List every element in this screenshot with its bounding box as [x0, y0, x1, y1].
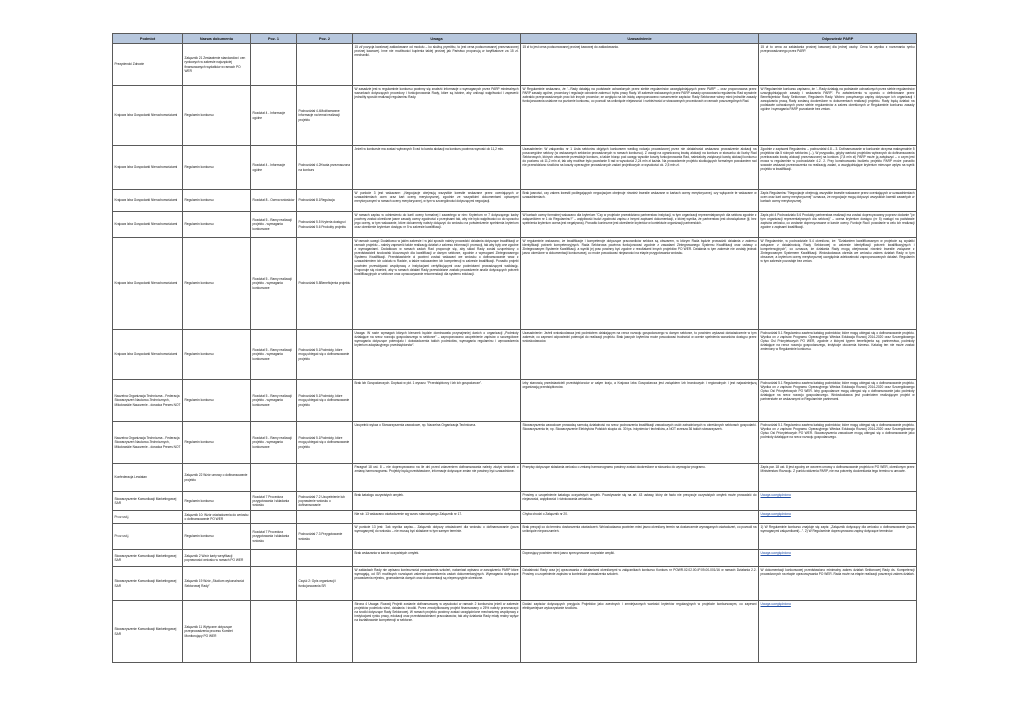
cell-poz-2-text: Podrozdział 5.1Podmioty, które mogą ubiegać się o dofinansowanie projektu	[298, 348, 350, 361]
cell-podmiot	[113, 146, 183, 190]
cell-poz-2	[297, 380, 353, 422]
cell-poz-1	[251, 330, 297, 380]
cell-poz-2-text: Podrozdział 4.4Możliwewane informacje na temat realizacji projektu	[298, 109, 340, 122]
response-link[interactable]: Uwaga uwzględniona	[760, 602, 791, 606]
cell-nazwa-dokumentu-text: Regulamin konkursu	[184, 498, 214, 503]
cell-uzasadnienie-text: Chyba chodzi o Załącznik nr 20.	[522, 512, 568, 516]
cell-uwaga	[353, 146, 521, 190]
cell-odpowiedz-parp-text: 1) W Regulaminie konkursu znajduje się zapis: „Załącznik dotyczący dla wniosku o dofinansowanie (poza wymaganymi załącznikami)...". 2) W Regulaminie doprecyzowano zapisy dotyczące terminów.	[760, 525, 915, 534]
cell-nazwa-dokumentu-text: Regulamin konkursu	[184, 534, 214, 539]
cell-uwaga	[353, 44, 521, 86]
table-row	[113, 550, 917, 567]
cell-odpowiedz-parp-text: Zapis Regulaminu "Negocjacje obejmują wszystkie kwestie wskazane przez oceniających w uzasadnieniach ocen oraz kart oceny merytorycznej" oznacza, że negocjacje mogą dotyczyć wszystkich kwestii zawartych w kartach oceny merytorycznej.	[760, 191, 915, 204]
cell-poz-2	[297, 511, 353, 524]
cell-podmiot	[113, 492, 183, 511]
cell-podmiot-text: Krajowa Izba Gospodarki Nieruchomościami	[114, 222, 178, 227]
cell-poz-2-text: Podrozdział 5.1Podmioty, które mogą ubiegać się o dofinansowanie projektu	[298, 394, 350, 407]
cell-odpowiedz-parp	[759, 524, 917, 550]
cell-poz-2	[297, 464, 353, 492]
cell-nazwa-dokumentu-text: Regulamin konkursu	[184, 352, 214, 357]
cell-podmiot	[113, 44, 183, 86]
cell-uwaga	[353, 567, 521, 601]
cell-uzasadnienie	[521, 212, 759, 238]
cell-poz-1-text: Rozdział 7 Procedura przygotowania i składania wniosku	[252, 530, 290, 543]
cell-podmiot	[113, 190, 183, 212]
cell-uwaga-text: 15 zł/ pozycja kwalowej zakładowane od modułu – ko służbą prymitbu, to jest cena podsumowanej przeznaczonej prośnej kawowej. Inne nie możliwości kupienia takiej prośnej jak Państwo proponują w taryfikatorze za 15 zł. mechaniki.	[354, 45, 519, 58]
cell-odpowiedz-parp	[759, 190, 917, 212]
cell-uwaga-text: W punkcie 3 jest wskazane: „Negocjacje obejmują wszystkie kwestie wskazane przez oceniających w uzasadnieniach ocen oraz kart oceny merytorycznej, zgodnie ze wszystkimi dokumentami opisanymi merytorycznymi w ramach oceny merytorycznej, w tym w szczególności dotyczącymi negocjacji.	[354, 191, 519, 204]
cell-poz-2	[297, 567, 353, 601]
cell-poz-1-text: Rozdział 5 - Ramy realizacji projektu - wymagania konkursowe	[252, 348, 292, 361]
cell-nazwa-dokumentu	[183, 190, 251, 212]
cell-uzasadnienie	[521, 190, 759, 212]
cell-odpowiedz-parp	[759, 44, 917, 86]
cell-uwaga	[353, 524, 521, 550]
cell-nazwa-dokumentu-text: Regulamin konkursu	[184, 222, 214, 227]
cell-uwaga-text: Uwaga: W razie wymagań których kierunek będzie dominowała przynajmniej dwóch o organizacji „Podmioty działające na rzecz rozwoju gospodarczego w sektorze” – zaproponowano uzupełnienie zapisów o szczegółowe wymagania dotyczące potencjału i doświadczenia takich podmiotów, wymagania regulaminu i wprowadzenia kryterium adaptacyjnego przedsiębiorstw".	[354, 331, 519, 348]
cell-poz-2-text: Część 2: Opis organizacji i funkcjonowania SR	[298, 579, 337, 588]
cell-poz-1	[251, 238, 297, 330]
cell-podmiot-text: Naczelna Organizacja Techniczna - Federacja Stowarzyszeń Naukowo-Technicznych, Mikołowskie Nauczenie - doradca Prezes NOT	[114, 436, 181, 449]
cell-odpowiedz-parp	[759, 511, 917, 524]
cell-odpowiedz-parp-text: Zapis pkt 4 Podrozdziału 5.6 Produkty partnerstwa realizacji ma zostać doprecyzowany poprzez dodanie "(w tym organizacji reprezentatywnych dla sektora)" – ocena kryterium dostępu (nr 5) nastąpi na podstawie zapisów wniosku, co zostanie doprecyzowane w karcie oceny. Funkcje Rad i powołanie w celu ich realizacji zgodne z zapisami kwalifikacji.	[760, 213, 915, 230]
cell-poz-1	[251, 464, 297, 492]
cell-uzasadnienie-text: Uzasadnienie: W załączniku nr 1 Lista sektorów objętych konkursem według rodzaju prowadzonej przez nie działalności wskazano prowadzenie alokacji na poszczególne sektory (w wskazanych sektorów prowadzonych w ramach konkursu). Z uwagi na ograniczoną kwotę alokacji na konkurs w stosunku do liczby Rad Sektorowych, których utworzenie przewiduje konkurs, a także biorąc pod uwagę wysokie koszty funkcjonowania Rad, należałoby zwiększyć kwotę alokacji konkursu do poziomu ok 11,2 mln zł, tak aby możliwe było powołanie 5 rad w wysokości 2,24 mln zł każda. Na prowadzenie projektu skutkujących formalnym powołaniem rad nie przewidziano środków na koszty operacyjne prowadzonych zadań projektowych w wysokości ok. 2,5 mln zł.	[522, 147, 757, 168]
table-row	[113, 422, 917, 464]
cell-nazwa-dokumentu-text: Załącznik 22 Wzór umowy o dofinansowanie projektu	[184, 473, 248, 482]
cell-uzasadnienie	[521, 238, 759, 330]
table-row	[113, 511, 917, 524]
cell-poz-1	[251, 492, 297, 511]
cell-uzasadnienie	[521, 464, 759, 492]
cell-nazwa-dokumentu	[183, 511, 251, 524]
cell-podmiot-text: Naczelna Organizacja Techniczna - Federacja Stowarzyszeń Naukowo-Technicznych, Mikołowskie Nauczenie - doradca Prezes NOT	[114, 394, 181, 407]
cell-poz-1-text: Rozdział 8 - Ocena wniosków	[252, 198, 295, 203]
cell-podmiot-text: Pr.cz ust.j.	[114, 514, 130, 519]
cell-uzasadnienie-text: W regulaminie wskazano, że kwalifikacje i kompetencje dotyczące pracowników sektora są obszarem, w którym Rada będzie prowadzić działania z zakresu identyfikacji potrzeb kompetencyjnych. Rada Sektorowa powinna funkcjonować zgodnie z zasadami Zintegrowanego Systemu Kwalifikacji oraz ustawy o Zintegrowanym Systemie Kwalifikacji, a wyniki jej prac powinny być zgodne z rezultatami innych projektów PO WER. Działania w tym zakresie nie zostały jednak jasno określone w dokumentacji konkursowej, co może powodować niejasności na etapie przygotowania wniosku.	[522, 239, 757, 256]
cell-poz-2	[297, 601, 353, 663]
cell-poz-2	[297, 238, 353, 330]
cell-poz-1	[251, 567, 297, 601]
cell-uwaga	[353, 422, 521, 464]
cell-poz-1	[251, 380, 297, 422]
cell-nazwa-dokumentu-text: Załącznik 11 Wytyczne dotyczące przeprowadzenia procesu Komitet Monitorujący PO WER	[184, 625, 233, 638]
cell-uzasadnienie-text: Doprosjący powinien mieć jasno sprecyzowane oczywiste omyłki.	[522, 551, 615, 555]
cell-poz-1	[251, 601, 297, 663]
cell-poz-2	[297, 550, 353, 567]
cell-poz-2-text: Podrozdział 4.2Kwota przeznaczona na konkurs	[298, 163, 351, 172]
cell-poz-2-text: Podrozdział 8.1Regulacja	[298, 198, 335, 203]
cell-uzasadnienie-text: Prosimy o uzupełnienie katalogu oczywistych omyłek. Powoływanie się na art. 43 ustawy, który de facto nie precyzuje oczywistych omyłek może prowadzić do niejasności, wątpliwości i różnicowania wniosków.	[522, 493, 757, 502]
cell-poz-1	[251, 44, 297, 86]
cell-uwaga	[353, 238, 521, 330]
cell-poz-2	[297, 492, 353, 511]
cell-poz-2-text: Podrozdział 5.8Beneficjenta projektu	[298, 281, 351, 286]
cell-uzasadnienie	[521, 380, 759, 422]
cell-podmiot	[113, 550, 183, 567]
header-poz-2: Poz. 2	[297, 34, 353, 44]
cell-podmiot	[113, 567, 183, 601]
cell-odpowiedz-parp-text: W dokumentacji konkursowej przedstawiono minimalny zakres działań Sektorowej Rady ds. Kompetencji prowadzonych na etapie opracowywania PO WER. Rada może na etapie realizacji poszerzyć zakres działań.	[760, 568, 915, 577]
cell-poz-1	[251, 212, 297, 238]
cell-podmiot-text: Krajowa Izba Gospodarki Nieruchomościami	[114, 165, 178, 170]
header-uzasadnienie: Uzasadnienie	[521, 34, 759, 44]
header-nazwa-dokumentu: Nazwa dokumentu	[183, 34, 251, 44]
table-row	[113, 86, 917, 146]
cell-uzasadnienie-text: Brak jasności, czy zakres kwestii podlegających negocjacjom obejmuje również kwestie wskazane w kartach oceny merytorycznej, czy wyłącznie te wskazane w uzasadnieniach.	[522, 191, 757, 200]
header-odpowiedz-parp: Odpowiedź PARP	[759, 34, 917, 44]
header-row	[113, 34, 917, 44]
cell-odpowiedz-parp-text: W Regulaminie, w podrozdziale 5.4 określono, że: "Działaniem kwalifikowanym w projekcie są wydatki związane z działalnością Rady Sektorowej w zakresie identyfikacji potrzeb kwalifikacyjnych i kompetencyjnych", co oznacza, że działania Rady mogą obejmować również kwestie związane z Zintegrowanym Systemem Kwalifikacji. Wnioskodawca określa we wniosku zakres działań Rady w tym obszarze, a kryterium oceny merytorycznej uwzględnia adekwatność zaproponowanych działań. Regulamin w tym zakresie pozostaje bez zmian.	[760, 239, 915, 264]
cell-uzasadnienie	[521, 146, 759, 190]
response-link[interactable]: Uwaga uwzględniona	[760, 512, 791, 516]
cell-uzasadnienie	[521, 550, 759, 567]
table-row	[113, 567, 917, 601]
cell-nazwa-dokumentu-text: Regulamin konkursu	[184, 113, 214, 118]
cell-odpowiedz-parp	[759, 380, 917, 422]
cell-poz-1	[251, 422, 297, 464]
cell-nazwa-dokumentu	[183, 422, 251, 464]
cell-uwaga	[353, 464, 521, 492]
cell-poz-2-text: Podrozdział 7.3 Przygotowanie wniosku	[298, 532, 343, 541]
table-row	[113, 601, 917, 663]
cell-poz-2	[297, 422, 353, 464]
cell-uwaga-text: Nie str. 13 wskazano oświadczenie wg wzoru stanowiącego Załącznik nr 17.	[354, 512, 463, 516]
cell-podmiot	[113, 238, 183, 330]
cell-nazwa-dokumentu-text: Regulamin konkursu	[184, 198, 214, 203]
header-uwaga: Uwaga	[353, 34, 521, 44]
cell-poz-1	[251, 86, 297, 146]
cell-podmiot	[113, 601, 183, 663]
cell-uwaga	[353, 601, 521, 663]
cell-podmiot	[113, 330, 183, 380]
cell-uzasadnienie	[521, 601, 759, 663]
cell-poz-1-text: Rozdział 4 - Informacje ogólne	[252, 163, 286, 172]
cell-poz-1-text: Rozdział 7 Procedura przygotowania i składania wniosku	[252, 494, 290, 508]
cell-uwaga-text: W ramach uwagi: Dodatkowo w jakim zakresie i w jaki sposób należy prowadzić działania dotyczące kwalifikacji w ramach projektu – należy zapewnić także realizację działań z zakresu informacji i promocji, tak aby były one zgodne z wymaganiami. Dodatkowo w ramach zadań Rad proponuje się, aby skład Rady został uzupełniony o przedstawicieli środowisk kluczowych dla kwalifikacji w danym sektorze, zgodnie z wymogami Zintegrowanego Systemu Kwalifikacji. Przedstawiciele ci powinni zostać wskazani we wniosku o dofinansowanie wraz z uzasadnieniem ich udziału w Radzie, a także wskazaniem ich kompetencji w zakresie kwalifikacji. Ponadto projekt powinien przewidywać współpracę z instytucjami certyfikującymi oraz podmiotami prowadzącymi walidację. Proponuje się również, aby w ramach działań Rady przewidziane zostało prowadzenie analiz dotyczących potrzeb kwalifikacyjnych w sektorze oraz opracowywanie rekomendacji dla systemu edukacji.	[354, 239, 519, 276]
table-row	[113, 380, 917, 422]
cell-uzasadnienie	[521, 86, 759, 146]
cell-nazwa-dokumentu	[183, 86, 251, 146]
cell-podmiot	[113, 212, 183, 238]
cell-poz-1	[251, 524, 297, 550]
cell-uwaga-text: W punkcie 13 jest: 'Jak wynika zapisu... Załącznik dotyczy oświadczeń dla wniosku o dofinansowanie (poza wymaganymi) do wniosku – nie muszą być składane w tym samym terminie.	[354, 525, 519, 534]
cell-odpowiedz-parp	[759, 464, 917, 492]
cell-nazwa-dokumentu	[183, 567, 251, 601]
cell-uwaga-text: W ramach zapisu w odniesieniu do kart/ oceny formalnej i zawartego w nim: Kryterium nr 7 dotyczącego kadry powinny zostać określone jasne zasady oceny zgodności z przepisami tak, aby nie było wątpliwości co do sposobu jego oceny, w tym wskazanie, które dokumenty należy dołączyć do wniosku na potwierdzenie spełnienia kryterium oraz określenie kryterium dostępu nr 5 w zakresie kwalifikacji.	[354, 213, 519, 230]
cell-uwaga	[353, 190, 521, 212]
cell-podmiot-text: Stowarzyszenie Komunikacji Marketingowej SAR	[114, 553, 177, 562]
cell-nazwa-dokumentu-text: Regulamin konkursu	[184, 398, 214, 403]
cell-uwaga-text: Jeżeli w konkursie ma zostać wybranych 5 rad to kwota alokacji na konkurs powinna wynosić ok 11,2 mln.	[354, 147, 504, 151]
cell-podmiot-text: Krajowa Izba Gospodarki Nieruchomościami	[114, 281, 178, 286]
cell-poz-1-text: Rozdział 5 - Ramy realizacji projektu - wymagania konkursowe	[252, 394, 292, 407]
cell-uwaga-text: W zasadzie jest w regulaminie konkursu powinny się znaleźć informacje o wymaganych przez PARP minimalnych warunkach dotyczących procedury i funkcjonowania Rady, które są istotne, aby uniknąć wątpliwości i zapewnić jednolity sposób realizacji regulaminu Rady.	[354, 87, 519, 100]
cell-uzasadnienie	[521, 492, 759, 511]
cell-odpowiedz-parp	[759, 238, 917, 330]
cell-uwaga-text: Uzupełnić wykaz o Stowarzyszenia zawodowe, np. Naczelna Organizacja Techniczna.	[354, 423, 476, 427]
cell-poz-2	[297, 146, 353, 190]
table-row	[113, 492, 917, 511]
table-row	[113, 146, 917, 190]
cell-nazwa-dokumentu-text: Regulamin konkursu	[184, 165, 214, 170]
cell-podmiot	[113, 380, 183, 422]
cell-podmiot-text: Krajowa Izba Gospodarki Nieruchomościami	[114, 113, 178, 118]
comments-sheet	[112, 33, 916, 663]
cell-uwaga	[353, 330, 521, 380]
cell-odpowiedz-parp-text: Podrozdział 5.1 Regulaminu zawiera katalog podmiotów, które mogą ubiegać się o dofinansowanie projektu. Wynika on z zapisów Programu Operacyjnego Wiedza Edukacja Rozwój 2014-2020 oraz Szczegółowego Opisu Osi Priorytetowych PO WER. Stowarzyszenia zawodowe mogą ubiegać się o dofinansowanie jako podmioty działające na rzecz rozwoju gospodarczego.	[760, 423, 915, 440]
cell-nazwa-dokumentu	[183, 44, 251, 86]
cell-podmiot-text: Krajowa Izba Gospodarki Nieruchomościami	[114, 352, 178, 357]
cell-nazwa-dokumentu-text: Załącznik 10: Wzór oświadczenia do wniosku o dofinansowanie PO WER	[184, 512, 249, 521]
cell-odpowiedz-parp-text: 15 zł to cena za zakładania prośnej kawowej dla jednej osoby. Cena ta wynika z rozeznania rynku przeprowadzonego przez PARP.	[760, 45, 915, 54]
cell-poz-1	[251, 550, 297, 567]
cell-poz-2	[297, 190, 353, 212]
cell-podmiot	[113, 524, 183, 550]
table-row	[113, 212, 917, 238]
cell-podmiot	[113, 511, 183, 524]
header-poz-1: Poz. 1	[251, 34, 297, 44]
cell-nazwa-dokumentu-text: Załącznik 19 Wzór „Studium wykonalności Sektorowej Rady"	[184, 579, 245, 588]
cell-uwaga	[353, 550, 521, 567]
cell-poz-1	[251, 146, 297, 190]
table-row	[113, 464, 917, 492]
cell-odpowiedz-parp-text: Podrozdział 5.1 Regulaminu zawiera katalog podmiotów, które mogą ubiegać się o dofinansowanie projektu. Wynika on z zapisów Programu Operacyjnego Wiedza Edukacja Rozwój 2014-2020 oraz Szczegółowego Opisu Osi Priorytetowych PO WER, zgodnie z którymi typem beneficjenta są: partnerstwa, podmioty działające na rzecz rozwoju gospodarczego, instytucje otoczenia biznesu. Katalog ten nie może zostać zmieniony w Regulaminie konkursu.	[760, 331, 915, 352]
cell-odpowiedz-parp	[759, 567, 917, 601]
cell-odpowiedz-parp-text: W Regulaminie konkursu zapisano, że '...Rady działają na podstawie uchwalonych przez siebie regulaminów uzwzględniających zasady i wskazania PARP'. Po zatwierdzeniu w oparciu o definiowane przez Beneficjentów Rady Sektorowe, Regulamin Rady. Wobec powyższego zapisy dotyczące ich organizacji i zarządzania pracą Rady zostaną dookreślone w dokumentach realizacji projektu. Rady będą działać na podstawie uchwalonych przez siebie regulaminów a zakres określonych w Regulaminie konkursu zasady ogólne i wymagania PARP pozostanie bez zmian.	[760, 87, 915, 112]
cell-nazwa-dokumentu-text: Regulamin konkursu	[184, 440, 214, 445]
cell-odpowiedz-parp	[759, 330, 917, 380]
cell-poz-2-text: Podrozdział 5.5 Kryteria dostępu i Podrozdział 5.6 Produkty projektu	[298, 220, 347, 229]
cell-uzasadnienie-text: W Regulaminie wskazano, że '...Rady działają na podstawie uchwalonych przez siebie regulaminów uzwzględniających przez PARP' – oraz proponowana przez PARP zasady ogólne, procedury i regulacje odnośnie zakresu i trybu pracy Rady. W zakresie wskazanych przez PARP zasady opracowania regulaminu Rad wyraźnie zabrakło przeprowadzonych prac lub innych procedur; ze względu na ich istotę zaproponowano rozszerzenie zapisów. Rady Sektorowe winny mieć jednolite zasady funkcjonowania ustalone na poziomie konkursu, co pozwoli na uniknięcie niejasności i rozbieżności w stosowanych procedurach w ramach poszczególnych Rad.	[522, 87, 757, 104]
cell-uzasadnienie	[521, 422, 759, 464]
cell-podmiot-text: Prezydencki Zdrowie	[114, 62, 145, 67]
cell-uwaga	[353, 492, 521, 511]
cell-uzasadnienie	[521, 44, 759, 86]
cell-nazwa-dokumentu	[183, 464, 251, 492]
cell-podmiot	[113, 86, 183, 146]
cell-poz-1-text: Rozdział 5 - Ramy realizacji projektu - wymagania konkursowe	[252, 218, 292, 231]
cell-podmiot-text: Stowarzyszenie Komunikacji Marketingowej SAR	[114, 627, 177, 636]
cell-odpowiedz-parp	[759, 146, 917, 190]
cell-uwaga-text: Brak Izb Gospodarczych. Dopisać w pkt. 1 wyrazu: "Przedsiębiorcy i Izb ich gospodarcze".	[354, 381, 483, 385]
cell-odpowiedz-parp	[759, 86, 917, 146]
table-row	[113, 238, 917, 330]
cell-poz-1	[251, 511, 297, 524]
cell-uzasadnienie-text: Działalność Rady oraz jej opracowania z działaniami określonymi w załącznikach konkursu Konkurs nr POWR.02.02.00-IP.09-00-001/16 w ramach Działania 2.2. Prosimy o uzupełnienie zapisów w kontekście prowadzenia szkoleń.	[522, 568, 757, 577]
cell-uwaga	[353, 511, 521, 524]
cell-podmiot-text: Pr.cz ust.j.	[114, 534, 130, 539]
cell-poz-1-text: Rozdział 5 - Ramy realizacji projektu - wymagania konkursowe	[252, 277, 292, 290]
cell-uwaga	[353, 380, 521, 422]
cell-poz-1-text: Rozdział 5 - Ramy realizacji projektu - wymagania konkursowe	[252, 436, 292, 449]
cell-odpowiedz-parp-text: Zapis par. 18 ust. 8 jest zgodny ze wzorem umowy o dofinansowanie projektu w PO WER, określonym przez Ministerstwo Rozwoju. Z punktu widzenia PARP, nie ma potrzeby dookreślania tego terminu w umowie.	[760, 465, 915, 474]
cell-nazwa-dokumentu	[183, 330, 251, 380]
cell-uzasadnienie	[521, 330, 759, 380]
cell-poz-1-text: Rozdział 4 - Informacje ogólne	[252, 111, 286, 120]
cell-uwaga	[353, 86, 521, 146]
cell-odpowiedz-parp	[759, 422, 917, 464]
cell-nazwa-dokumentu	[183, 380, 251, 422]
cell-odpowiedz-parp	[759, 601, 917, 663]
cell-nazwa-dokumentu	[183, 601, 251, 663]
cell-uwaga-text: W zakładach Rady nie wpisano konieczności prowadzenia szkoleń, natomiast wpisano w zarządzeniu PARP które wymagają, od SR możliwych rozwiązań zakresie prowadzenia zadań dokumentacyjnych. Wymagania dotyczące prowadzenia rejestru, gromadzenia danych oraz dokumentacji są nieprecyzyjnie określone.	[354, 568, 519, 581]
cell-uzasadnienie-text: Przepisy dotyczące składania wniosku o zmianę harmonogramu powinny zostać dookreślone w stosunku do wymogów programu.	[522, 465, 706, 469]
cell-nazwa-dokumentu	[183, 146, 251, 190]
cell-uzasadnienie-text: Brak precyzji co do terminu dostarczenia oświadczeń. Wnioskodawca powinien mieć jasno określony termin na dostarczenie wymaganych oświadczeń, co pozwoli na uniknięcie nieporozumień.	[522, 525, 757, 534]
cell-nazwa-dokumentu	[183, 524, 251, 550]
cell-odpowiedz-parp-text: Zgodnie z zapisami Regulaminu – podrozdział 4.8 – 3. Dofinansowanie w konkursie otrzyma maksymalnie 5 projektów dla 5 różnych sektorów (...). W przypadku, gdyby wartość projektów wybranych do dofinansowania przekraczała kwotę alokacji przeznaczonej na konkurs (7,8 mln zł) PARP może ją zwiększyć – o czym jest mowa w regulaminie w podrozdziale 4.2. 2. Przy konstruowaniu budżetu projektu PARP może ponadto sowacie wskazać przeznaczenia na realizację zadań, a uwzględniające kryterium mierzące wpływ na wynik projektu w kwalifikacji.	[760, 147, 915, 172]
cell-poz-1	[251, 190, 297, 212]
cell-nazwa-dokumentu-text: Załącznik 21 Zestawienie standardów i cen rynkowych w zakresie najczęściej finansowanych wydatków w ramach PO WER	[184, 56, 246, 73]
response-link[interactable]: Uwaga uwzględniona	[760, 551, 791, 555]
cell-uzasadnienie-text: Dodać zapisów dotyczących przyjęcia Projektów jako zwrotnych i zmniejszonych wartości kryteriów regulacyjnych w projekcie konkursowym, co zapewni efektywniejsze wykorzystanie środków.	[522, 602, 757, 611]
table-row	[113, 190, 917, 212]
cell-uzasadnienie-text: Uzasadnienie: Jeżeli wnioskodawca jest podmiotem działającym na rzecz rozwoju gospodarczego w danym sektorze, to powinien wykazać doświadczenie w tym zakresie, co zapewni odpowiedni potencjał do realizacji projektu. Brak jasnych kryteriów może powodować trudności w ocenie spełnienia warunków dostępu przez wnioskodawców.	[522, 331, 757, 344]
cell-uzasadnienie-text: W kartach oceny formalnej wskazano dla kryterium "Czy w projekcie przewidziano partnerstwo instytucji, w tym organizacji reprezentatywnych dla sektora zgodnie z załącznikiem nr 1 do Regulaminu?" – wątpliwość budzi zgodność zapisu z innymi zapisami dokumentacji, z której wynika, że partnerstwo jest obowiązkowe (tj. bez spełnienia kryterium ocena jest negatywna). Ponadto konieczne jest określenie kryteriów w kontekście organizacji partnerskich.	[522, 213, 757, 226]
cell-nazwa-dokumentu	[183, 212, 251, 238]
cell-nazwa-dokumentu-text: Regulamin konkursu	[184, 281, 214, 286]
cell-poz-2	[297, 524, 353, 550]
header-podmiot: Podmiot	[113, 34, 183, 44]
cell-poz-2-text: Podrozdział 5.1Podmioty, które mogą ubiegać się o dofinansowanie projektu	[298, 436, 350, 449]
cell-uwaga-text: Paragraf 18 ust. 8 – nie doprecyzowano na ile dni przed zdarzeniem dofinansowania należy złożyć wniosek o zmianę harmonogramu. Projekty będą przedstawione, informacje dotyczące zmian nie powinny być uzasadnione.	[354, 465, 519, 474]
cell-uwaga	[353, 212, 521, 238]
cell-poz-2	[297, 212, 353, 238]
table-body	[113, 44, 917, 663]
cell-poz-2	[297, 330, 353, 380]
cell-uzasadnienie-text: Stowarzyszenia zawodowe prowadzą szeroką działalność na rzecz podnoszenia kwalifikacji zawodowych osób zatrudnionych w określonych sektorach gospodarki. Stowarzyszenia te, np. Stowarzyszenie Elektryków Polskich skupia ok. 30 tys. inżynierów i techników, a NOT zrzesza 36 takich stowarzyszeń.	[522, 423, 757, 432]
table-row	[113, 330, 917, 380]
cell-podmiot-text: Stowarzyszenie Komunikacji Marketingowej SAR	[114, 579, 177, 588]
cell-poz-2	[297, 44, 353, 86]
cell-podmiot-text: Krajowa Izba Gospodarki Nieruchomościami	[114, 198, 178, 203]
cell-podmiot	[113, 464, 183, 492]
cell-podmiot-text: Konfederacja Lewiatan	[114, 475, 147, 480]
cell-uzasadnienie-text: Izby stanowią przedstawicieli przedsiębiorców w całym kraju, a Krajowa Izba Gospodarcza jest związkiem Izb branżowych i regionalnych i jest najważniejszą organizacją przedsiębiorców.	[522, 381, 757, 390]
cell-uzasadnienie	[521, 511, 759, 524]
cell-nazwa-dokumentu	[183, 550, 251, 567]
cell-odpowiedz-parp-text: Podrozdział 5.1 Regulaminu zawiera katalog podmiotów, które mogą ubiegać się o dofinansowanie projektu. Wynika on z zapisów Programu Operacyjnego Wiedza Edukacja Rozwój 2014-2020 oraz Szczegółowego Opisu Osi Priorytetowych PO WER. Izby gospodarcze mogą ubiegać się o dofinansowanie jako podmioty działające na rzecz rozwoju gospodarczego. Wnioskodawca jest podmiotem realizującym projekt w partnerstwie ze wskazanymi w Regulaminie partnerami.	[760, 381, 915, 402]
cell-uzasadnienie	[521, 524, 759, 550]
cell-uzasadnienie	[521, 567, 759, 601]
cell-nazwa-dokumentu	[183, 238, 251, 330]
cell-podmiot-text: Stowarzyszenie Komunikacji Marketingowej SAR	[114, 496, 177, 505]
cell-uwaga-text: Strona 4 Uwaga: Rozwój Projekt zostanie dofinansowany w wysokości w ramach 2 konkursów jeżeli w zakresie projektów podmiotu sieci, działania i środki. Przez zmodyfikowany projekt finansowany o 25% należy przeznaczyć na środki dotyczące Rady Sektorowej. W ramach projektu powinny zostać uwzględnione mechanizmy współpracy z instytucjami rynku pracy, edukacji oraz przedstawicielami pracodawców, tak aby działania Rady miały realny wpływ na kształtowanie kompetencji w sektorze.	[354, 602, 519, 623]
cell-odpowiedz-parp	[759, 550, 917, 567]
cell-podmiot	[113, 422, 183, 464]
cell-uwaga-text: Brak wskazania w karcie oczywistych omyłek.	[354, 551, 420, 555]
cell-poz-2-text: Podrozdział 7.2 Uzupełnienie lub poprawienie wniosku o dofinansowanie	[298, 494, 345, 508]
cell-nazwa-dokumentu	[183, 492, 251, 511]
cell-uzasadnienie-text: 15 zł to jest cena podsumowanej prośnej kawowej do zakładowania.	[522, 45, 619, 49]
cell-odpowiedz-parp	[759, 492, 917, 511]
cell-uwaga-text: Brak katalogu oczywistych omyłek.	[354, 493, 404, 497]
cell-nazwa-dokumentu-text: Załącznik 2 Wzór karty weryfikacji poprawności wniosku w ramach PO WER	[184, 553, 244, 562]
response-link[interactable]: Uwaga uwzględniona	[760, 493, 791, 497]
table-row	[113, 524, 917, 550]
cell-odpowiedz-parp	[759, 212, 917, 238]
table-row	[113, 44, 917, 86]
comments-table	[112, 33, 917, 663]
cell-poz-2	[297, 86, 353, 146]
